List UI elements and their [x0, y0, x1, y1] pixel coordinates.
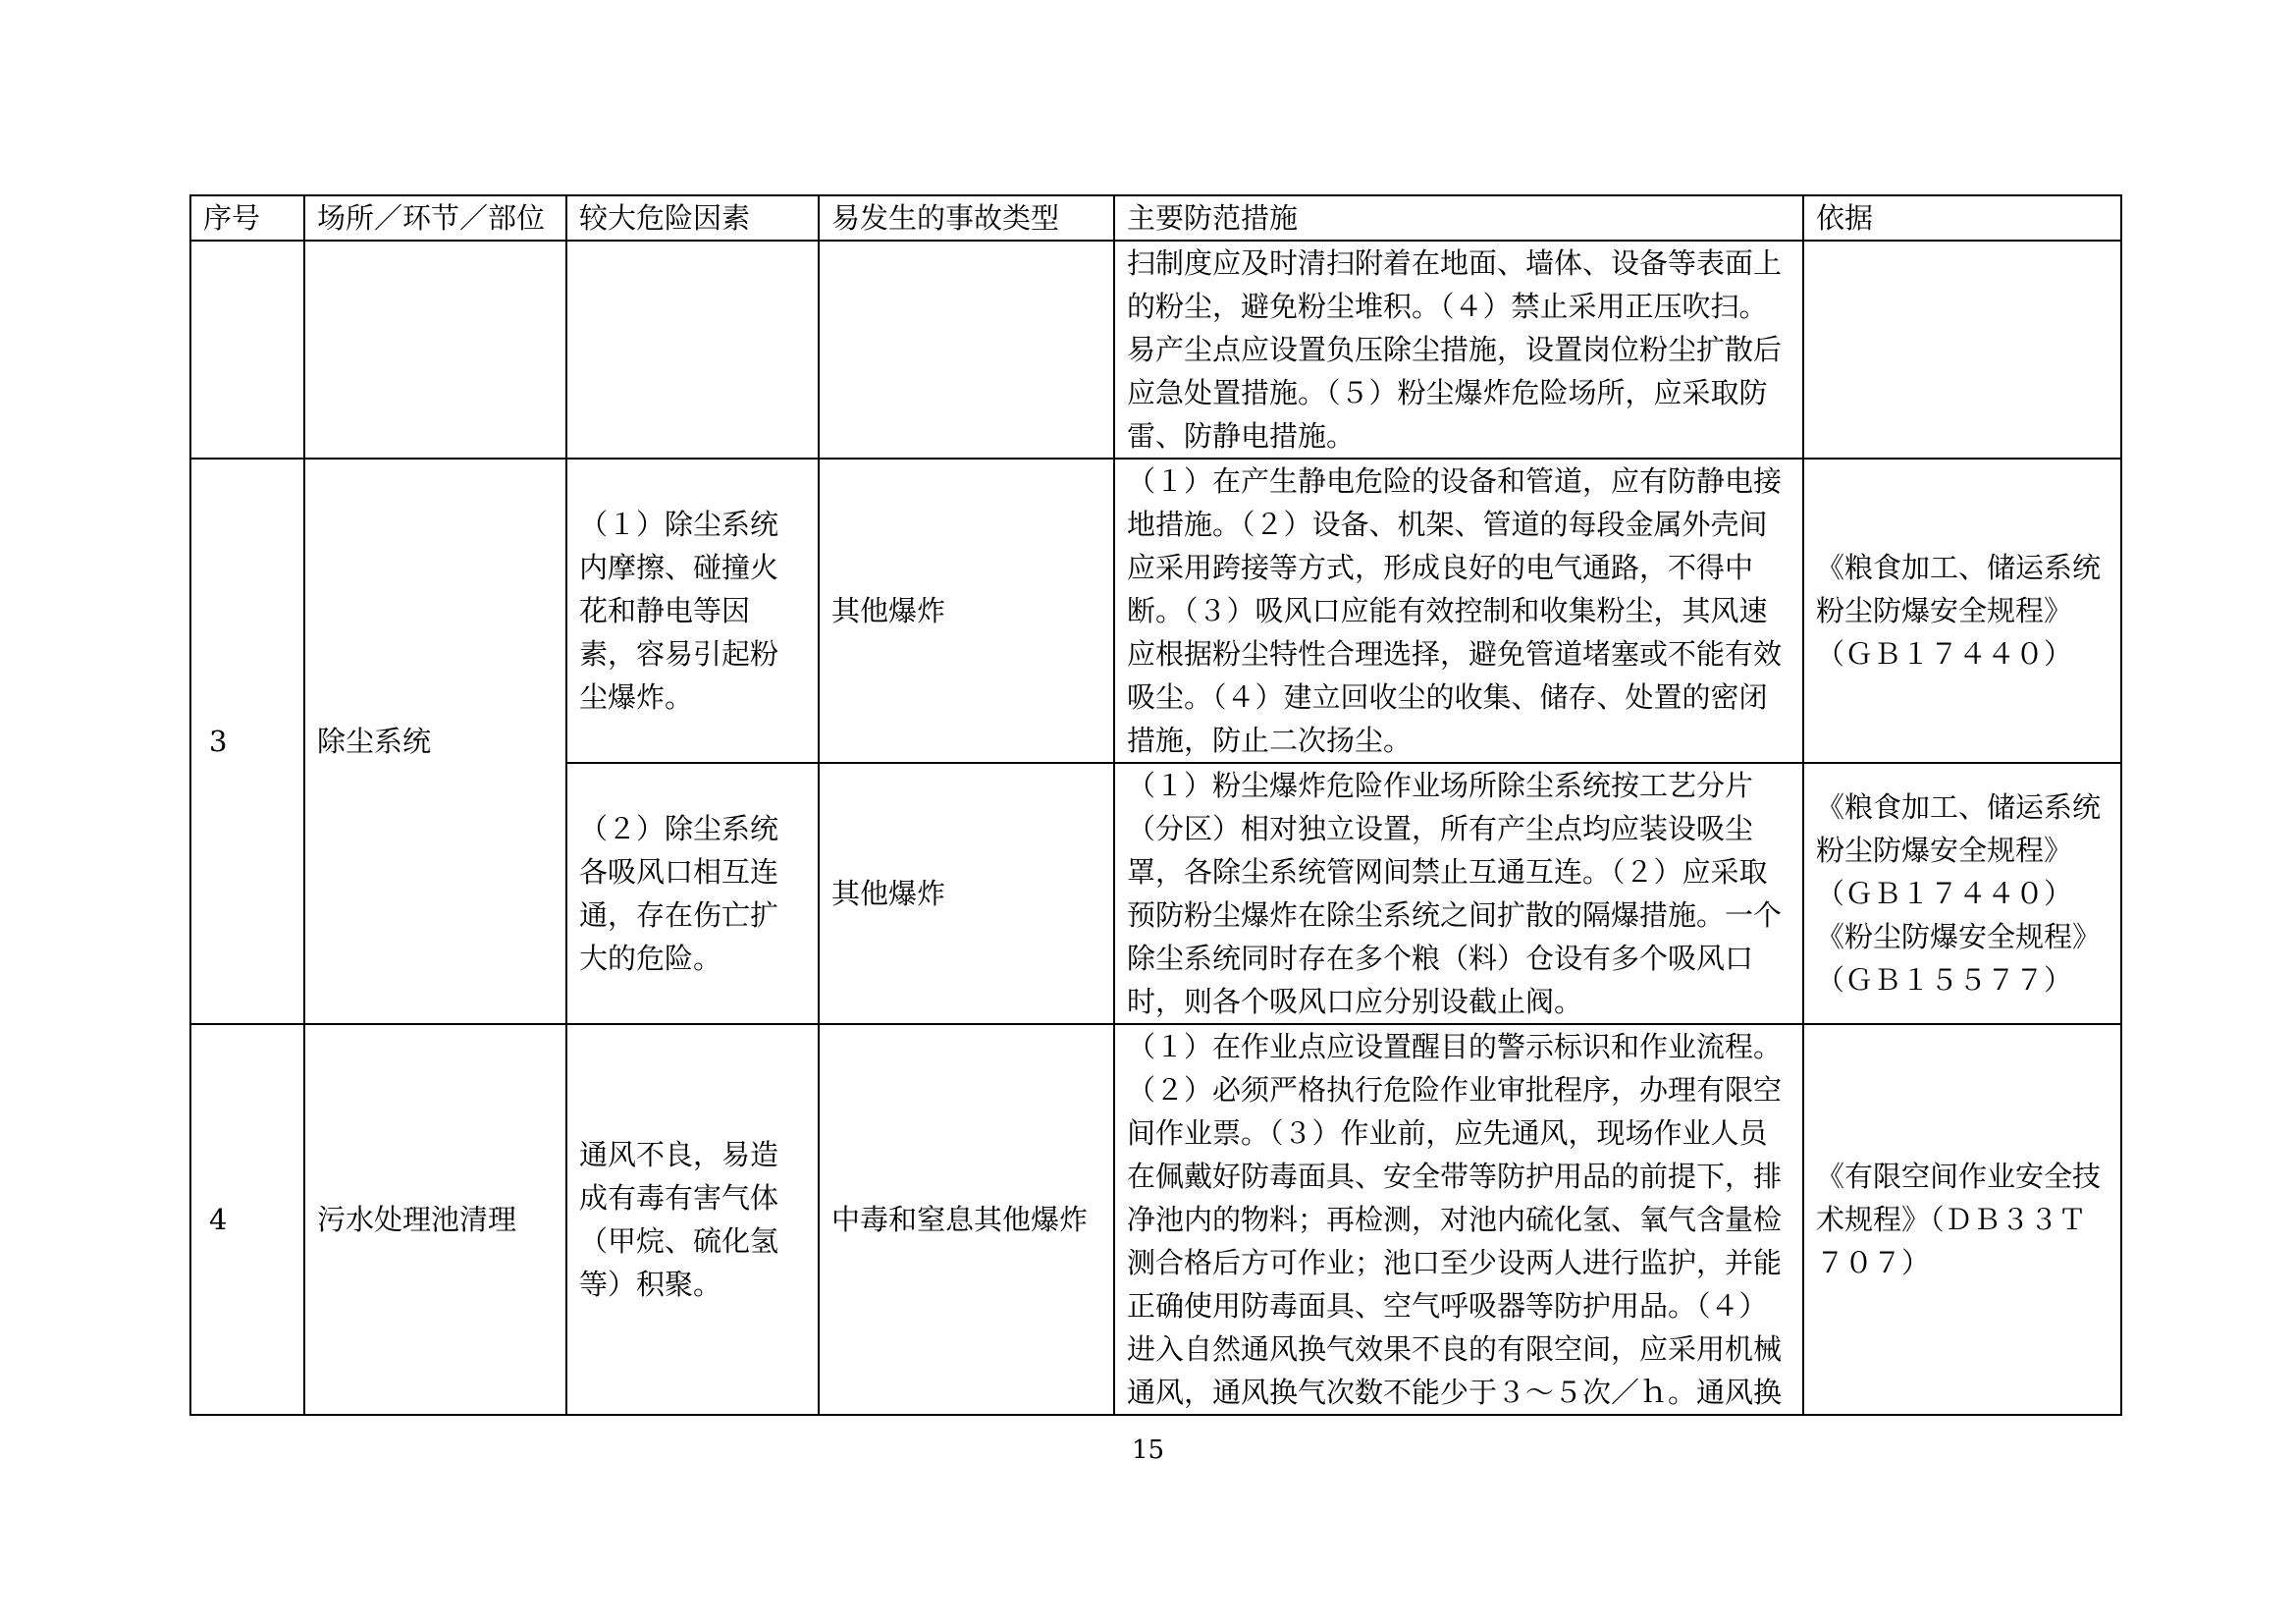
- header-no: 序号: [190, 195, 304, 241]
- cell-accident: 中毒和窒息其他爆炸: [819, 1024, 1114, 1415]
- hazard-table: [189, 194, 2122, 1416]
- header-accident: 易发生的事故类型: [819, 195, 1114, 241]
- table-row: [190, 241, 2121, 459]
- cell-no: 3: [190, 459, 304, 1024]
- cell-measures: （１）在作业点应设置醒目的警示标识和作业流程。（２）必须严格执行危险作业审批程序，办理有限空间作业票。（３）作业前，应先通风，现场作业人员在佩戴好防毒面具、安全带等防护用品的前提下，排净池内的物料；再检测，对池内硫化氢、氧气含量检测合格后方可作业；池口至少设两人进行监护，并能正确使用防毒面具、空气呼吸器等防护用品。（４）进入自然通风换气效果不良的有限空间，应采用机械通风，通风换气次数不能少于３～５次／ｈ。通风换: [1114, 1024, 1803, 1415]
- header-measures: 主要防范措施: [1114, 195, 1803, 241]
- header-place: 场所／环节／部位: [304, 195, 566, 241]
- cell-accident: [819, 241, 1114, 459]
- cell-hazard: 通风不良，易造成有毒有害气体（甲烷、硫化氢等）积聚。: [566, 1024, 819, 1415]
- cell-basis: [1803, 241, 2121, 459]
- cell-measures: 扫制度应及时清扫附着在地面、墙体、设备等表面上的粉尘，避免粉尘堆积。（４）禁止采用正压吹扫。易产尘点应设置负压除尘措施，设置岗位粉尘扩散后应急处置措施。（５）粉尘爆炸危险场所，应采取防雷、防静电措施。: [1114, 241, 1803, 459]
- cell-basis: 《粮食加工、储运系统粉尘防爆安全规程》（ＧＢ１７４４０）《粉尘防爆安全规程》（ＧＢ１５５７７）: [1803, 763, 2121, 1024]
- cell-basis: 《有限空间作业安全技术规程》（ＤＢ３３Ｔ７０７）: [1803, 1024, 2121, 1415]
- cell-hazard: （２）除尘系统各吸风口相互连通，存在伤亡扩大的危险。: [566, 763, 819, 1024]
- table-header-row: [190, 195, 2121, 241]
- page-number: 15: [1131, 1435, 1165, 1465]
- header-basis: 依据: [1803, 195, 2121, 241]
- cell-no: [190, 241, 304, 459]
- cell-measures: （１）在产生静电危险的设备和管道，应有防静电接地措施。（２）设备、机架、管道的每段金属外壳间应采用跨接等方式，形成良好的电气通路，不得中断。（３）吸风口应能有效控制和收集粉尘，其风速应根据粉尘特性合理选择，避免管道堵塞或不能有效吸尘。（４）建立回收尘的收集、储存、处置的密闭措施，防止二次扬尘。: [1114, 459, 1803, 763]
- table-row: [190, 1024, 2121, 1415]
- cell-accident: 其他爆炸: [819, 763, 1114, 1024]
- cell-basis: 《粮食加工、储运系统粉尘防爆安全规程》（ＧＢ１７４４０）: [1803, 459, 2121, 763]
- cell-place: 污水处理池清理: [304, 1024, 566, 1415]
- cell-measures: （１）粉尘爆炸危险作业场所除尘系统按工艺分片（分区）相对独立设置，所有产尘点均应装设吸尘罩，各除尘系统管网间禁止互通互连。（２）应采取预防粉尘爆炸在除尘系统之间扩散的隔爆措施。一个除尘系统同时存在多个粮（料）仓设有多个吸风口时，则各个吸风口应分别设截止阀。: [1114, 763, 1803, 1024]
- cell-place: [304, 241, 566, 459]
- cell-hazard: （１）除尘系统内摩擦、碰撞火花和静电等因素，容易引起粉尘爆炸。: [566, 459, 819, 763]
- cell-accident: 其他爆炸: [819, 459, 1114, 763]
- cell-place: 除尘系统: [304, 459, 566, 1024]
- cell-hazard: [566, 241, 819, 459]
- cell-no: 4: [190, 1024, 304, 1415]
- header-hazard: 较大危险因素: [566, 195, 819, 241]
- table-row: [190, 459, 2121, 763]
